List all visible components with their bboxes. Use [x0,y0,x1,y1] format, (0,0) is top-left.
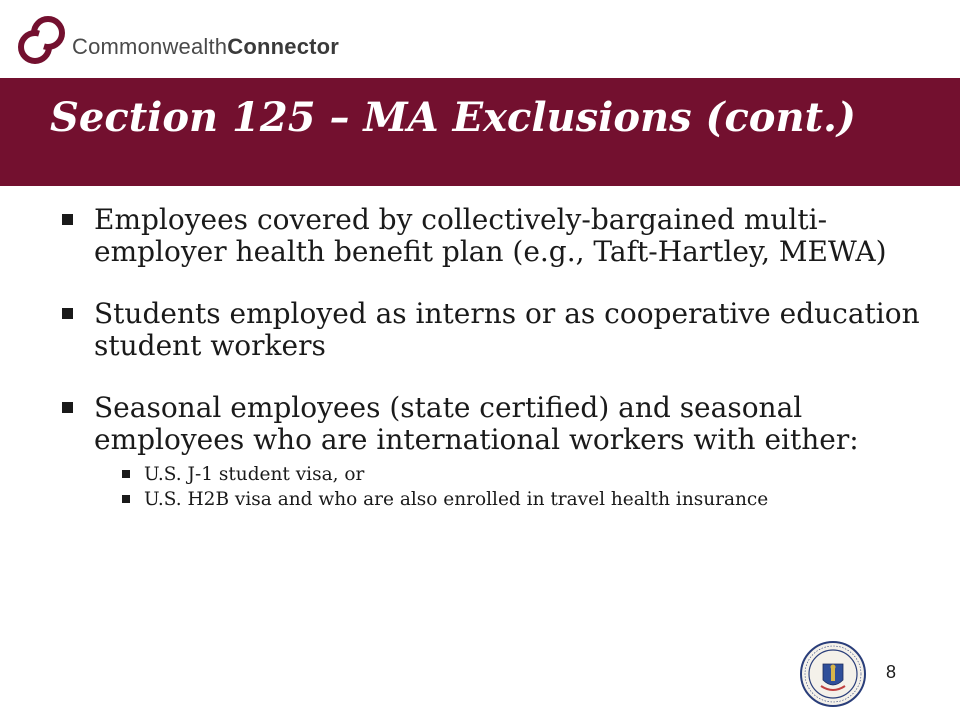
interlocking-circles-logo-icon [14,13,70,69]
massachusetts-state-seal-icon [799,640,867,708]
bullet-text: Students employed as interns or as cooperative education student workers [94,297,920,362]
sub-bullet-item [94,464,922,485]
square-bullet-icon [122,495,130,503]
square-bullet-icon [62,402,73,413]
square-bullet-icon [62,214,73,225]
bullet-text: Employees covered by collectively-bargained multi-employer health benefit plan (e.g., Taft-Hartley, MEWA) [94,203,887,268]
bullet-item [62,392,922,510]
bullet-item [62,298,922,362]
square-bullet-icon [122,470,130,478]
bullet-list [62,204,922,510]
title-band [0,78,960,186]
sub-bullet-text: U.S. H2B visa and who are also enrolled in travel health insurance [144,489,769,510]
square-bullet-icon [62,308,73,319]
bullet-item [62,204,922,268]
sub-bullet-list [94,464,922,510]
bullet-text: Seasonal employees (state certified) and seasonal employees who are international workers with either: [94,391,859,456]
logo-text-bold: Connector [227,34,340,59]
logo-wordmark [72,34,339,60]
sub-bullet-item [94,489,922,510]
slide-content [62,204,922,540]
sub-bullet-text: U.S. J-1 student visa, or [144,464,365,485]
logo-text-regular: Commonwealth [72,34,228,59]
page-number: 8 [886,662,897,682]
slide-title: Section 125 – MA Exclusions (cont.) [50,94,856,141]
commonwealth-connector-logo [14,6,339,76]
